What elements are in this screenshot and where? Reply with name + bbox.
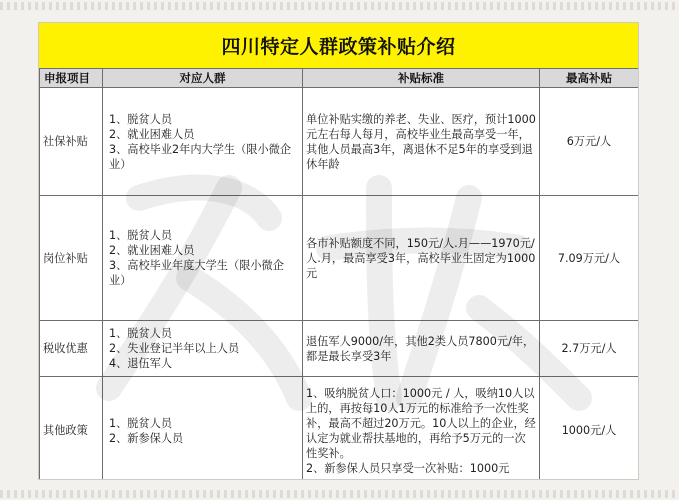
group-line: 4、退伍军人 [109,357,173,370]
group-line: 1、脱贫人员 [109,327,173,340]
cell-standard: 单位补贴实缴的养老、失业、医疗，预计1000元左右每人每月，高校毕业生最高享受一年，其他人员最高3年，离退休不足5年的享受到退休年龄 [303,88,540,196]
table-row [40,377,639,481]
bottom-dashed-border [0,490,679,498]
group-line: 3、高校毕业2年内大学生（限小微企业） [109,142,292,171]
group-line: 1、脱贫人员 [109,416,173,430]
table-row [40,321,639,377]
cell-max: 1000元/人 [540,377,639,481]
group-line: 2、失业登记半年以上人员 [109,342,240,355]
top-dashed-border [0,2,679,10]
cell-max: 2.7万元/人 [540,321,639,377]
cell-standard: 退伍军人9000/年，其他2类人员7800元/年，都是最长享受3年 [303,321,540,377]
group-line: 1、脱贫人员 [109,112,173,126]
cell-groups [103,196,303,321]
cell-item: 社保补贴 [40,88,103,196]
table-header-row [40,69,639,88]
cell-groups [103,377,303,481]
policy-sheet [38,22,639,480]
group-line: 2、就业困难人员 [109,127,195,141]
group-line: 2、就业困难人员 [109,244,195,257]
cell-item: 岗位补贴 [40,196,103,321]
header-item: 申报项目 [40,69,103,88]
header-max: 最高补贴 [540,69,639,88]
cell-groups [103,88,303,196]
group-line: 2、新参保人员 [109,431,184,445]
cell-item: 其他政策 [40,377,103,481]
cell-item: 税收优惠 [40,321,103,377]
cell-max: 7.09万元/人 [540,196,639,321]
page-title: 四川特定人群政策补贴介绍 [39,23,638,68]
header-standard: 补贴标准 [303,69,540,88]
cell-groups [103,321,303,377]
subsidy-table [39,68,639,480]
group-line: 3、高校毕业年度大学生（限小微企业） [109,259,284,287]
standard-line: 2、新参保人员只享受一次补贴：1000元 [306,461,510,475]
cell-standard: 各市补贴额度不同，150元/人.月——1970元/人.月，最高享受3年，高校毕业生固定为1000元 [303,196,540,321]
header-groups: 对应人群 [103,69,303,88]
group-line: 1、脱贫人员 [109,229,173,242]
standard-line: 1、吸纳脱贫人口：1000元 / 人，吸纳10人以上的，再按每10人1万元的标准给予一次性奖补，最高不超过20万元。10人以上的企业，经认定为就业帮扶基地的，再给予5万元的一次性奖补。 [306,386,536,460]
cell-standard [303,377,540,481]
cell-max: 6万元/人 [540,88,639,196]
table-row [40,88,639,196]
table-row [40,196,639,321]
